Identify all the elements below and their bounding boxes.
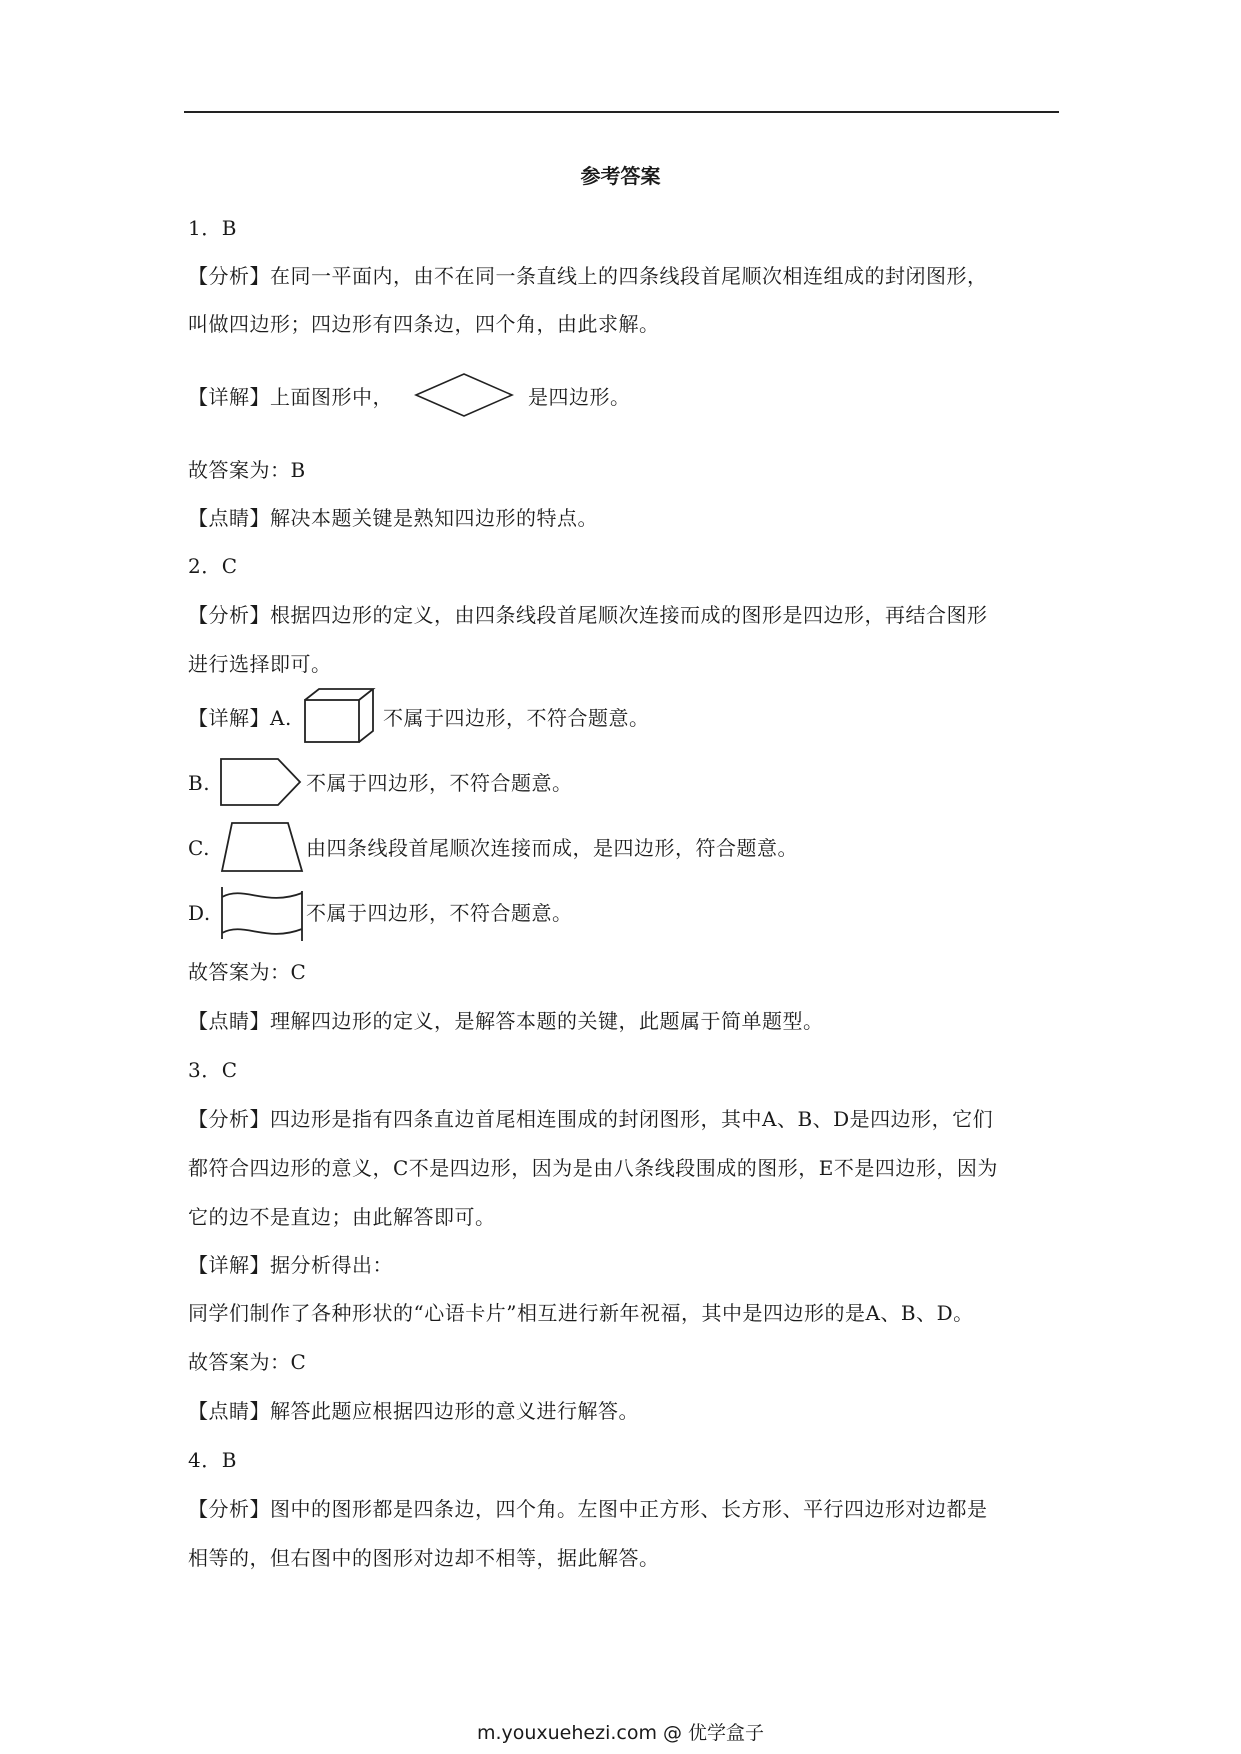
- q3-analysis-line1: 【分析】四边形是指有四条直边首尾相连围成的封闭图形，其中A、B、D是四边形，它们: [188, 1107, 994, 1131]
- q1-final-answer: 故答案为：B: [188, 458, 306, 482]
- q1-detail-suffix: 是四边形。: [528, 385, 631, 409]
- q4-analysis-line2: 相等的，但右图中的图形对边却不相等，据此解答。: [188, 1546, 660, 1570]
- q1-comment: 【点睛】解决本题关键是熟知四边形的特点。: [188, 506, 598, 530]
- q1-answer: 1．B: [188, 216, 237, 240]
- wavy-flag-figure-icon: [218, 883, 306, 943]
- pentagon-figure-icon: [218, 755, 304, 809]
- q2-comment: 【点睛】理解四边形的定义，是解答本题的关键，此题属于简单题型。: [188, 1009, 824, 1033]
- q2-detail-d-text: 不属于四边形，不符合题意。: [306, 901, 573, 925]
- q4-analysis-line1: 【分析】图中的图形都是四条边，四个角。左图中正方形、长方形、平行四边形对边都是: [188, 1497, 988, 1521]
- q1-detail-prefix: 【详解】上面图形中，: [188, 385, 393, 409]
- cuboid-figure-icon: [301, 686, 381, 746]
- q2-detail-c-text: 由四条线段首尾顺次连接而成，是四边形，符合题意。: [306, 836, 798, 860]
- q2-detail-c-label: C.: [188, 836, 210, 860]
- rhombus-figure-icon: [414, 372, 514, 418]
- q3-detail: 【详解】据分析得出：: [188, 1253, 393, 1277]
- q2-detail-a-label: 【详解】A.: [188, 706, 292, 730]
- q2-detail-b-text: 不属于四边形，不符合题意。: [306, 771, 573, 795]
- q2-final-answer: 故答案为：C: [188, 960, 307, 984]
- q2-analysis-line1: 【分析】根据四边形的定义，由四条线段首尾顺次连接而成的图形是四边形，再结合图形: [188, 603, 988, 627]
- trapezoid-figure-icon: [218, 819, 306, 875]
- q2-answer: 2．C: [188, 554, 238, 578]
- q3-analysis-line2: 都符合四边形的意义，C不是四边形，因为是由八条线段围成的图形，E不是四边形，因为: [188, 1156, 998, 1180]
- q1-analysis-line1: 【分析】在同一平面内，由不在同一条直线上的四条线段首尾顺次相连组成的封闭图形，: [188, 264, 988, 288]
- q2-analysis-line2: 进行选择即可。: [188, 652, 332, 676]
- q3-detail-body: 同学们制作了各种形状的“心语卡片”相互进行新年祝福，其中是四边形的是A、B、D。: [188, 1301, 974, 1325]
- page-title: 参考答案: [580, 164, 661, 188]
- q2-detail-a-text: 不属于四边形，不符合题意。: [383, 706, 650, 730]
- q4-answer: 4．B: [188, 1448, 237, 1472]
- q3-analysis-line3: 它的边不是直边；由此解答即可。: [188, 1205, 496, 1229]
- q1-analysis-line2: 叫做四边形；四边形有四条边，四个角，由此求解。: [188, 312, 660, 336]
- q2-detail-d-label: D.: [188, 901, 211, 925]
- q3-comment: 【点睛】解答此题应根据四边形的意义进行解答。: [188, 1399, 639, 1423]
- footer-watermark: m.youxuehezi.com @ 优学盒子: [476, 1722, 765, 1744]
- q3-answer: 3．C: [188, 1058, 238, 1082]
- q3-final-answer: 故答案为：C: [188, 1350, 307, 1374]
- header-rule: [184, 111, 1059, 113]
- q2-detail-b-label: B.: [188, 771, 211, 795]
